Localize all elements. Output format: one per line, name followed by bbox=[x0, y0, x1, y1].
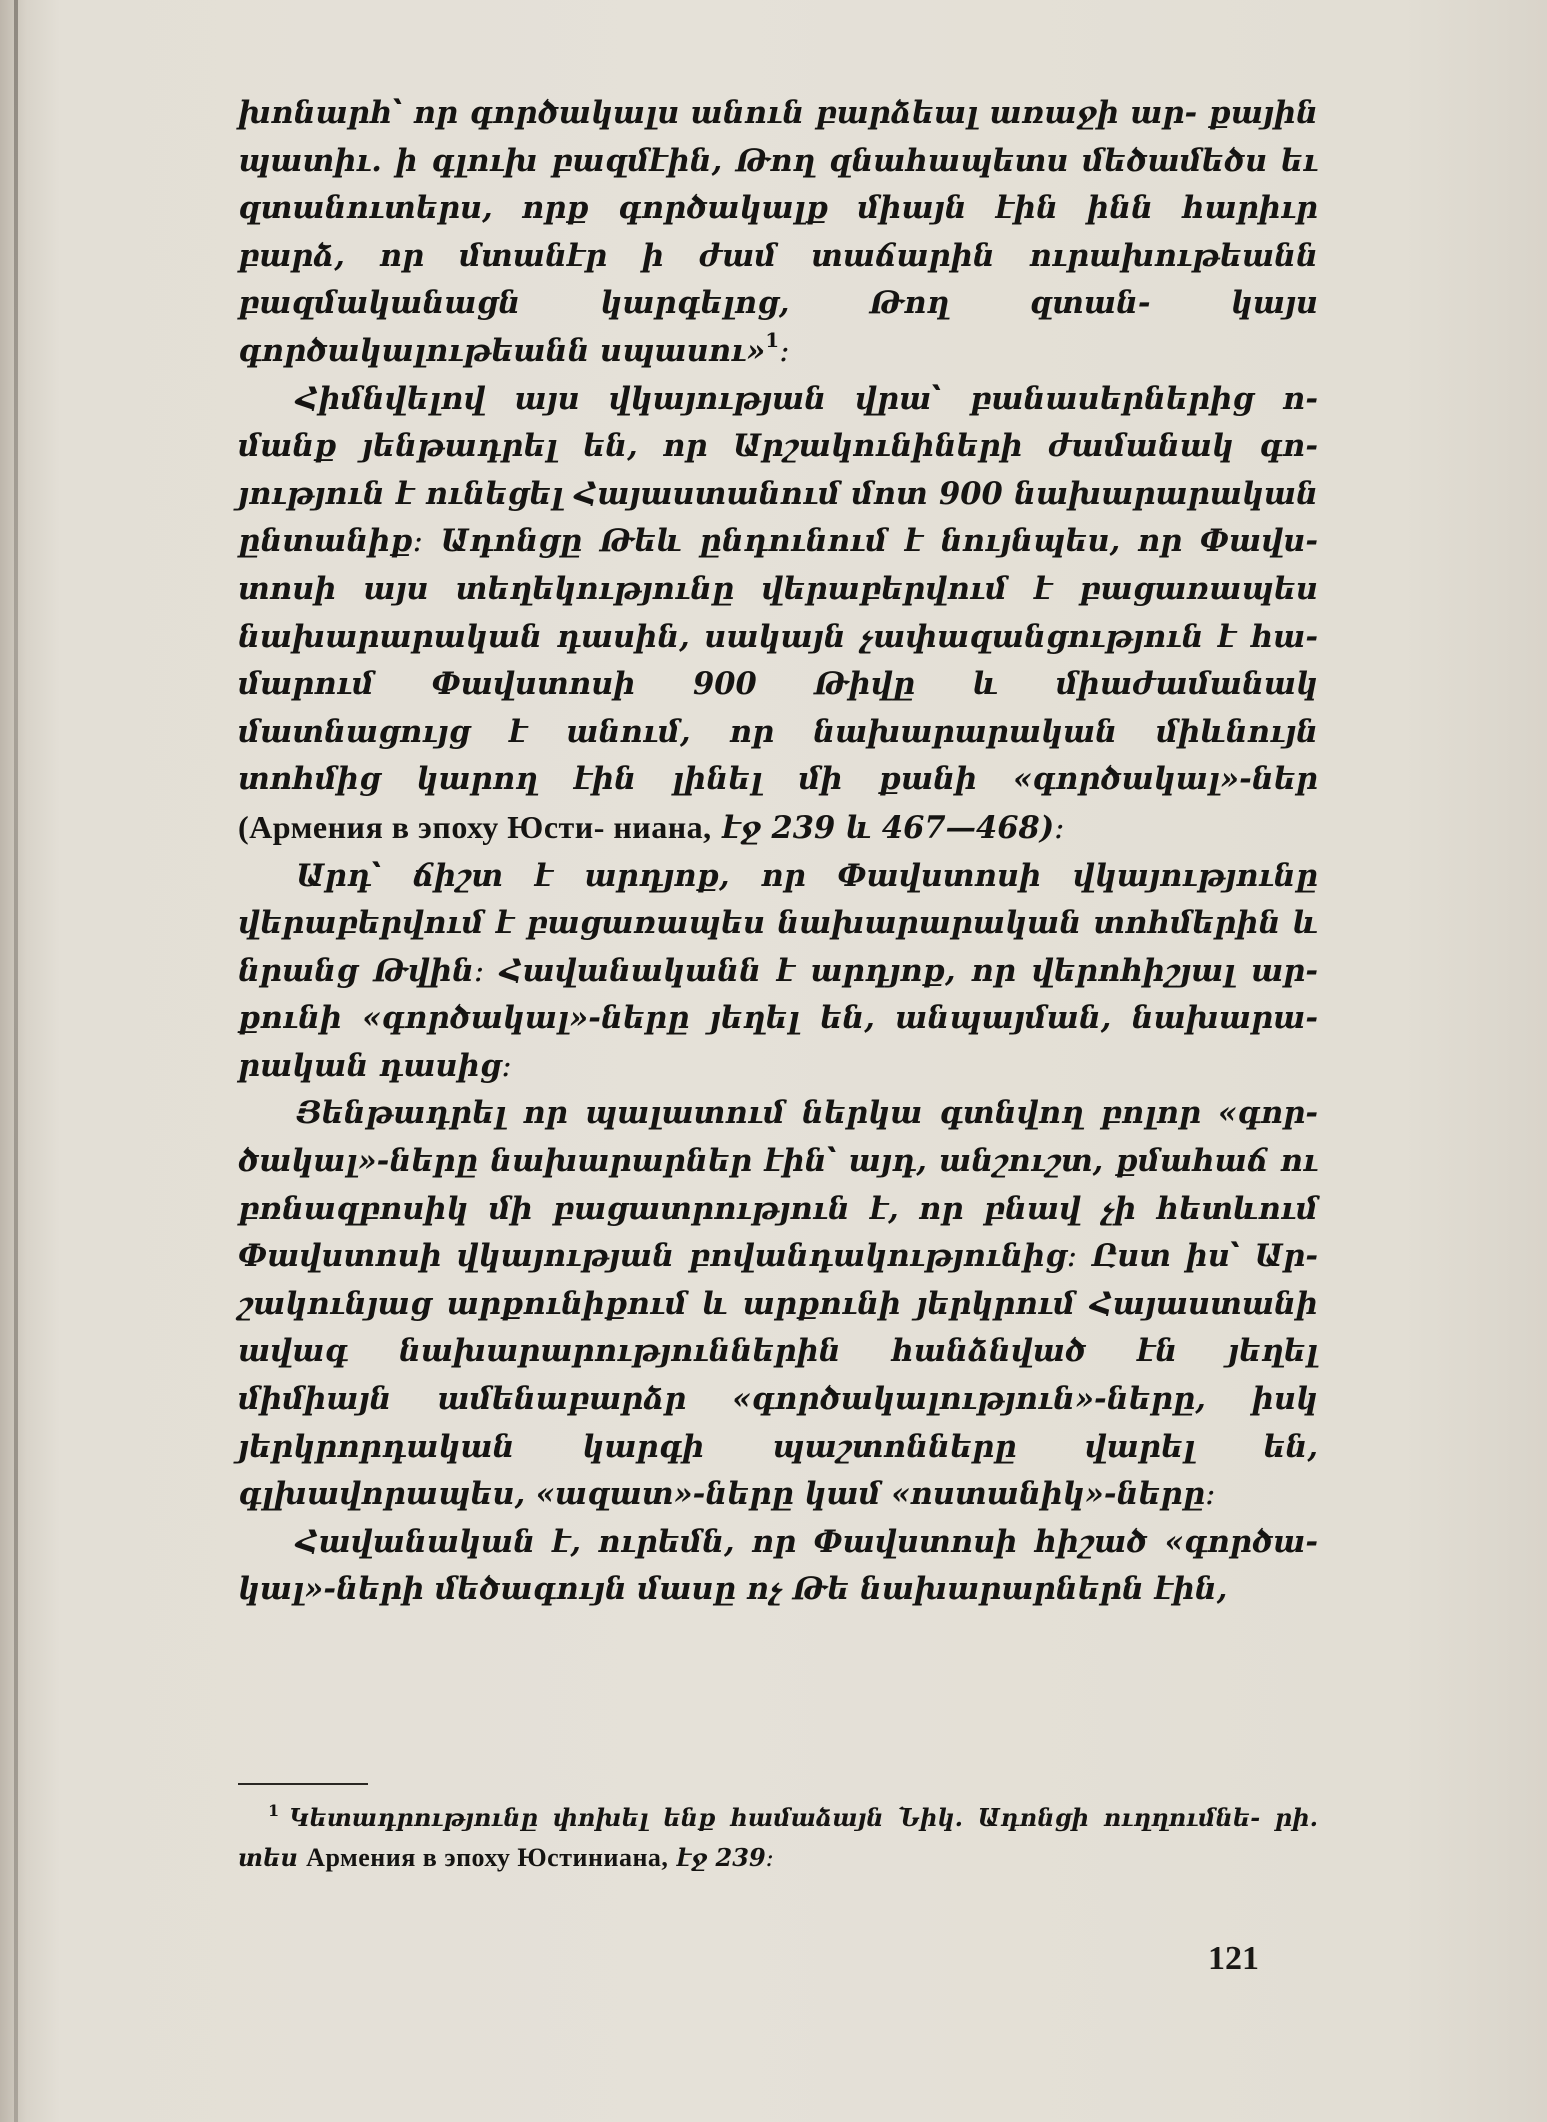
paragraph-4 bbox=[238, 1090, 1318, 1518]
footnote-tail: էջ 239։ bbox=[676, 1843, 774, 1872]
footnote-citation: Армения в эпоху Юстиниана, bbox=[306, 1843, 669, 1872]
paragraph-1 bbox=[238, 90, 1318, 376]
paragraph-4-text: Յենթադրել որ պալատում ներկա գտնվող բոլոր «գոր- ծակալ»-ները նախարարներ էին՝ այդ, անշուշտ, քմահաճ ու բռնազբոսիկ մի բացատրություն է, որ բնավ չի հետևում Փավստոսի վկայության բովանդակությունից։ Ըստ իս՝ Ար- շակունյաց արքունիքում և արքունի յերկրում Հայաստանի ավագ նախարարություններին հանձնված էն յեղել միմիայն ամենաբարձր «գործակալություն»-ները, իսկ յերկրորդական կարգի պաշտոնները վարել են, գլխավորապես, «ազատ»-ները կամ «ոստանիկ»-ները։ bbox=[238, 1095, 1318, 1513]
paragraph-5-text: Հավանական է, ուրեմն, որ Փավստոսի հիշած «գործա- կալ»-ների մեծագույն մասը ոչ Թե նախարարներն էին, bbox=[238, 1523, 1318, 1608]
paragraph-2-text: Հիմնվելով այս վկայության վրա՝ բանասերներից ո- մանք յենթադրել են, որ Արշակունիների ժամանակ գո- յություն է ունեցել Հայաստանում մոտ 900 նախարարական ընտանիք։ Ադոնցը Թեև ընդունում է նույնպես, որ Փավս- տոսի այս տեղեկությունը վերաբերվում է բացառապես նախարարական դասին, սակայն չափազանցություն է հա- մարում Փավստոսի 900 Թիվը և միաժամանակ մատնացույց է անում, որ նախարարական միևնույն տոհմից կարող էին լինել մի քանի «գործակալ»-ներ bbox=[238, 380, 1318, 798]
paragraph-5 bbox=[238, 1519, 1318, 1614]
paragraph-2-tail: էջ 239 և 467—468)։ bbox=[722, 809, 1065, 846]
page-binding-edge bbox=[14, 0, 18, 2122]
paragraph-3-text: Արդ՝ ճիշտ է արդյոք, որ Փավստոսի վկայությունը վերաբերվում է բացառապես նախարարական տոհմերին և նրանց Թվին։ Հավանականն է արդյոք, որ վերոհիշյալ ար- քունի «գործակալ»-ները յեղել են, անպայման, նախարա- րական դասից։ bbox=[238, 857, 1318, 1084]
footnote-number: 1 bbox=[268, 1801, 280, 1821]
footnote-separator bbox=[238, 1783, 368, 1785]
paragraph-1-text: խոնարհ՝ որ գործակալս անուն բարձեալ առաջի ար- քային պատիւ. ի գլուխ բազմէին, Թող զնահապետս մեծամեծս եւ զտանուտերս, որք գործակալք միայն էին ինն հարիւր բարձ, որ մտանէր ի ժամ տաճարին ուրախութեանն բազմականացն կարգելոց, Թող զտան- կայս գործակալութեանն սպասու» bbox=[238, 95, 1318, 369]
footnote-reference-mark: 1 bbox=[765, 327, 780, 352]
paragraph-1-tail: ։ bbox=[779, 332, 790, 369]
page-number: 121 bbox=[1208, 1940, 1259, 1977]
footnote bbox=[238, 1798, 1318, 1878]
paragraph-2 bbox=[238, 376, 1318, 853]
footnote-text: Կետադրությունը փոխել ենք համաձայն Նիկ. Ադոնցի ուղղումնե- րի. տես bbox=[238, 1803, 1318, 1872]
paragraph-3 bbox=[238, 853, 1318, 1091]
body-text bbox=[238, 90, 1318, 1614]
paragraph-2-citation: (Армения в эпоху Юсти- ниана, bbox=[238, 808, 712, 845]
